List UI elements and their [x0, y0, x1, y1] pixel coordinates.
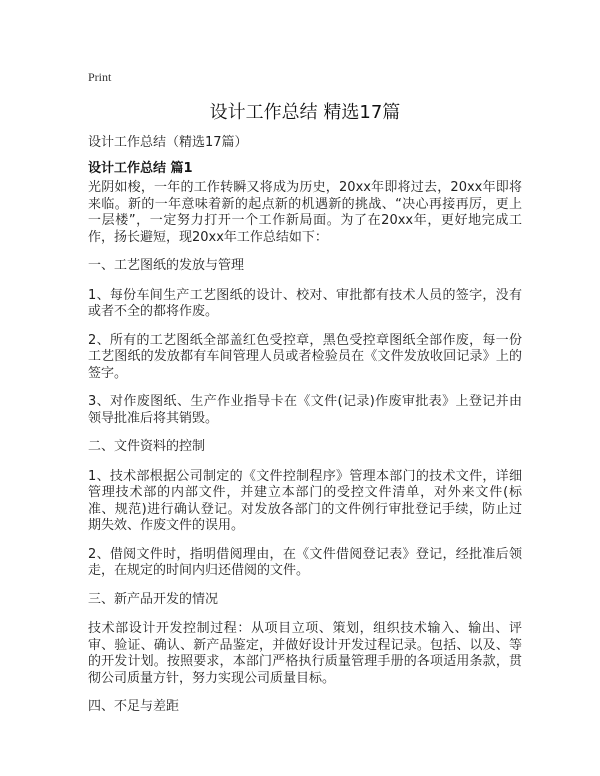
paragraph: 3、对作废图纸、生产作业指导卡在《文件(记录)作废审批表》上登记并由领导批准后将其销毁。: [88, 394, 522, 426]
section-title: 三、新产品开发的情况: [88, 591, 219, 607]
paragraph: 1、技术部根据公司制定的《文件控制程序》管理本部门的技术文件，详细管理技术部的内部文件，并建立本部门的受控文件清单，对外来文件(标准、规范)进行确认登记。对发放各部门的文件例行审批登记手续，防止过期失效、作废文件的误用。: [88, 468, 522, 533]
document-subtitle: 设计工作总结（精选17篇）: [88, 135, 248, 150]
document-body: [88, 180, 522, 729]
paragraph: 2、所有的工艺图纸全部盖红色受控章，黑色受控章图纸全部作废，每一份工艺图纸的发放都有车间管理人员或者检验员在《文件发放收回记录》上的签字。: [88, 332, 522, 381]
section-heading: 设计工作总结 篇1: [88, 161, 193, 176]
paragraph: 2、借阅文件时，指明借阅理由，在《文件借阅登记表》登记，经批准后领走，在规定的时间内归还借阅的文件。: [88, 546, 522, 578]
document-title: 设计工作总结 精选17篇: [209, 102, 401, 123]
paragraph: 光阴如梭，一年的工作转瞬又将成为历史，20xx年即将过去，20xx年即将来临。新的一年意味着新的起点新的机遇新的挑战、“决心再接再厉，更上一层楼”，一定努力打开一个工作新局面。为了在20xx年，更好地完成工作，扬长避短，现20xx年工作总结如下：: [88, 180, 522, 245]
section-title: 二、文件资料的控制: [88, 439, 206, 454]
paragraph: 技术部设计开发控制过程：从项目立项、策划，组织技术输入、输出、评审、验证、确认、新产品鉴定，并做好设计开发过程记录。包括、以及、等的开发计划。按照要求，本部门严格执行质量管理手册的各项适用条款，贯彻公司质量方针，努力实现公司质量目标。: [88, 621, 522, 686]
print-label[interactable]: Print: [88, 70, 112, 84]
paragraph: 1、每份车间生产工艺图纸的设计、校对、审批都有技术人员的签字，没有或者不全的都将作废。: [88, 287, 522, 319]
section-title: 四、不足与差距: [88, 699, 180, 714]
section-title: 一、工艺图纸的发放与管理: [88, 258, 245, 273]
